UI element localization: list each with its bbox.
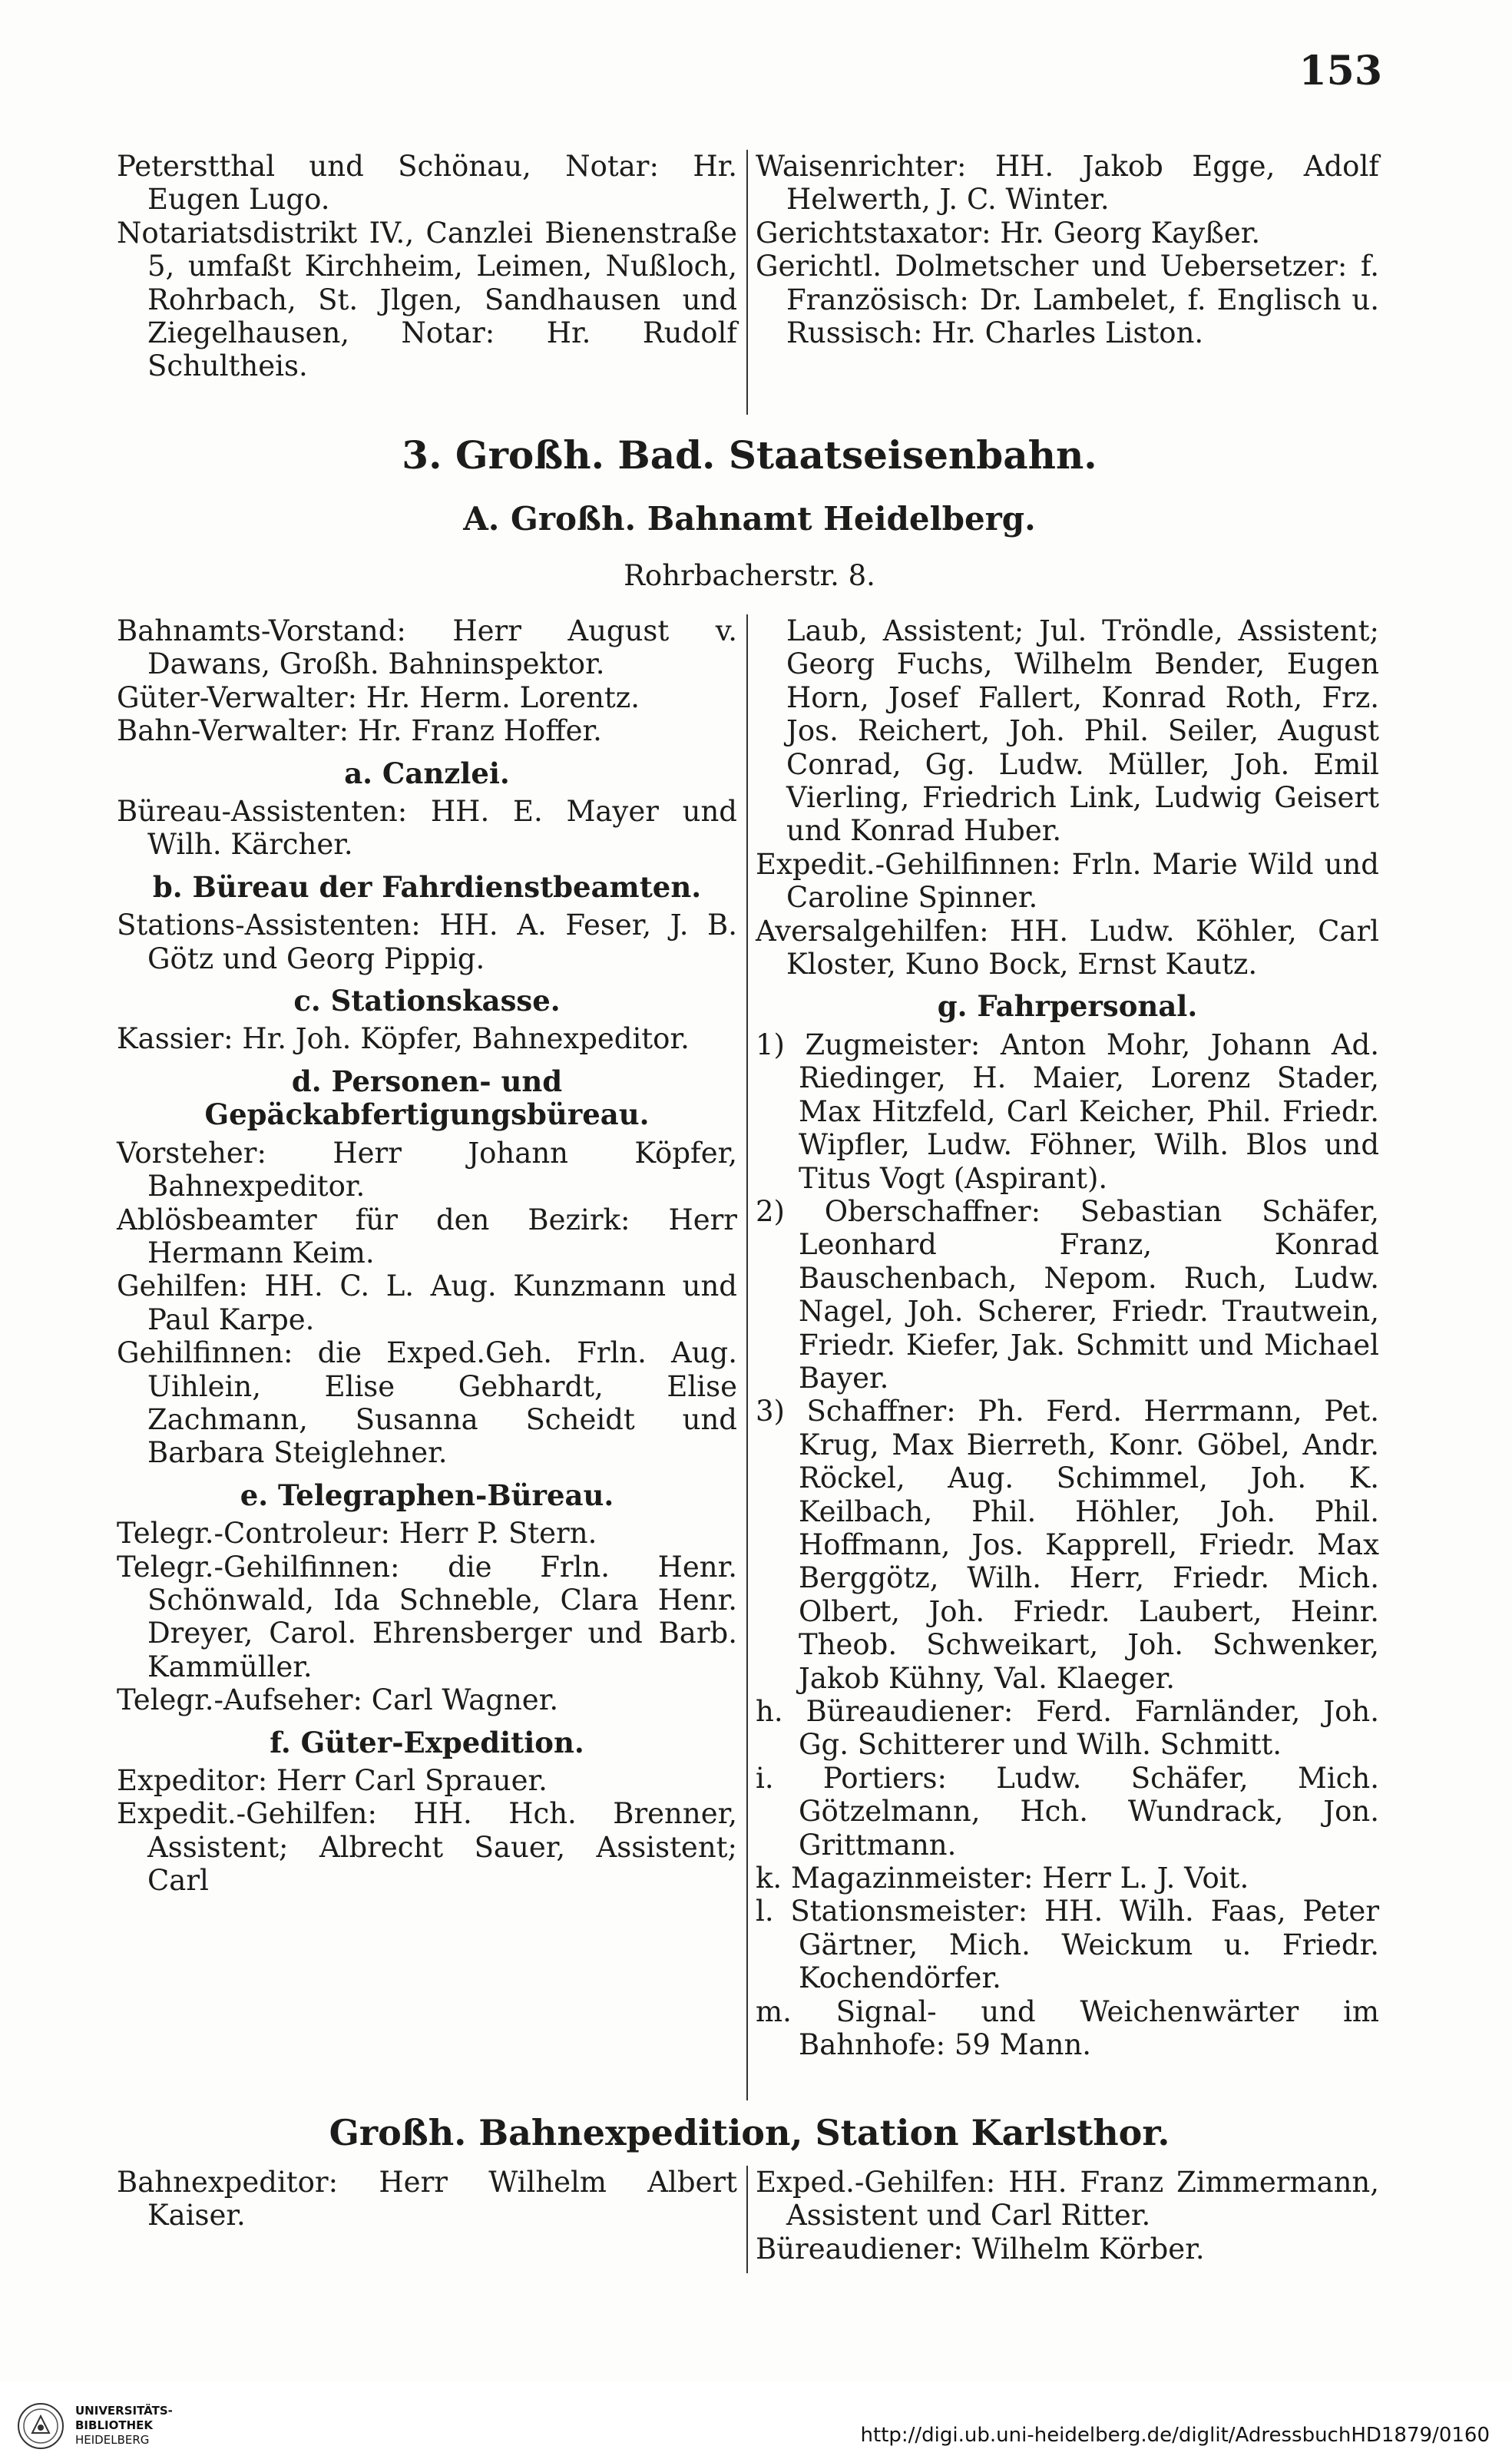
entry-bahnexpeditor: Bahnexpeditor: Herr Wilhelm Albert Kaiser. — [117, 2166, 737, 2233]
entry-abloesbeamter: Ablösbeamter für den Bezirk: Herr Hermann Keim. — [117, 1203, 737, 1269]
page-number: 153 — [1299, 48, 1382, 94]
entry-gehilfinnen: Gehilfinnen: die Exped.Geh. Frln. Aug. Uihlein, Elise Gebhardt, Elise Zachmann, Susanna Scheidt und Barbara Steiglehner. — [117, 1336, 737, 1470]
section-subtitle: A. Großh. Bahnamt Heidelberg. — [463, 500, 1036, 538]
karlstor-title: Großh. Bahnexpedition, Station Karlsthor. — [329, 2112, 1170, 2153]
entry-telegr-aufseher: Telegr.-Aufseher: Carl Wagner. — [117, 1683, 559, 1717]
entry-stations-assistenten: Stations-Assistenten: HH. A. Feser, J. B. Götz und Georg Pippig. — [117, 909, 737, 975]
entry-exped-gehilfen: Exped.-Gehilfen: HH. Franz Zimmermann, Assistent und Carl Ritter. — [756, 2166, 1379, 2233]
library-name-line-3: HEIDELBERG — [75, 2433, 150, 2447]
heading-telegraphen: e. Telegraphen-Büreau. — [240, 1478, 614, 1512]
library-name — [75, 2404, 173, 2448]
entry-expeditor: Expeditor: Herr Carl Sprauer. — [117, 1764, 548, 1797]
library-seal-icon — [17, 2402, 65, 2450]
entry-waisenrichter: Waisenrichter: HH. Jakob Egge, Adolf Helwerth, J. C. Winter. — [756, 150, 1379, 217]
section-address: Rohrbacherstr. 8. — [624, 559, 875, 592]
entry-gehilfen: Gehilfen: HH. C. L. Aug. Kunzmann und Paul Karpe. — [117, 1269, 737, 1336]
heading-fahrpersonal: g. Fahrpersonal. — [937, 989, 1198, 1024]
heading-personen-gepaeck: d. Personen- und Gepäckabfertigungsbüreau. — [204, 1064, 650, 1132]
left-column — [117, 614, 737, 1898]
entry-signalwaerter: m. Signal- und Weichenwärter im Bahnhofe: 59 Mann. — [756, 1994, 1379, 2062]
entry-gehilfen-continued: Laub, Assistent; Jul. Tröndle, Assistent; Georg Fuchs, Wilhelm Bender, Eugen Horn, Josef Fallert, Konrad Roth, Frz. Jos. Reichert, Joh. Phil. Seiler, August Conrad, Gg. Ludw. Müller, Joh. Emil Vierling, Friedrich Link, Ludwig Geisert und Konrad Huber. — [786, 614, 1379, 848]
entry-bueraudiener-karlstor: Büreaudiener: Wilhelm Körber. — [756, 2232, 1205, 2266]
entry-bueraudiener: h. Büreaudiener: Ferd. Farnländer, Joh. Gg. Schitterer und Wilh. Schmitt. — [756, 1695, 1379, 1762]
entry-expedit-gehilfinnen: Expedit.-Gehilfinnen: Frln. Marie Wild und Caroline Spinner. — [756, 847, 1379, 915]
entry-kassier: Kassier: Hr. Joh. Köpfer, Bahnexpeditor. — [117, 1022, 690, 1056]
entry-bahnamts-vorstand: Bahnamts-Vorstand: Herr August v. Dawans, Großh. Bahninspektor. — [117, 614, 737, 681]
entry-gueter-verwalter: Güter-Verwalter: Hr. Herm. Lorentz. — [117, 680, 640, 714]
entry-zugmeister: 1) Zugmeister: Anton Mohr, Johann Ad. Riedinger, H. Maier, Lorenz Stader, Max Hitzfeld, Carl Keicher, Phil. Friedr. Wipfler, Ludw. Föhner, Wilh. Blos und Titus Vogt (Aspirant). — [756, 1028, 1379, 1195]
entry-magazinmeister: k. Magazinmeister: Herr L. J. Voit. — [756, 1862, 1249, 1895]
entry-dolmetscher: Gerichtl. Dolmetscher und Uebersetzer: f. Französisch: Dr. Lambelet, f. Englisch u. Russisch: Hr. Charles Liston. — [756, 250, 1379, 350]
entry-notariatsdistrikt-iv: Notariatsdistrikt IV., Canzlei Bienenstraße 5, umfaßt Kirchheim, Leimen, Nußloch, Rohrbach, St. Jlgen, Sandhausen und Ziegelhausen, Notar: Hr. Rudolf Schultheis. — [117, 216, 737, 383]
column-divider-top — [746, 150, 748, 415]
entry-schaffner: 3) Schaffner: Ph. Ferd. Herrmann, Pet. Krug, Max Bierreth, Konr. Göbel, Andr. Röckel, Aug. Schimmel, Joh. K. Keilbach, Phil. Höhler, Joh. Phil. Hoffmann, Jos. Kapprell, Friedr. Max Berggötz, Wilh. Herr, Friedr. Mich. Olbert, Joh. Friedr. Laubert, Heinr. Theob. Schweikart, Joh. Schwenker, Jakob Kühny, Val. Klaeger. — [756, 1395, 1379, 1695]
entry-notar-peterstal: Peterstthal und Schönau, Notar: Hr. Eugen Lugo. — [117, 150, 737, 217]
heading-gueter-expedition: f. Güter-Expedition. — [270, 1725, 584, 1759]
entry-vorsteher: Vorsteher: Herr Johann Köpfer, Bahnexpeditor. — [117, 1136, 737, 1203]
entry-oberschaffner: 2) Oberschaffner: Sebastian Schäfer, Leonhard Franz, Konrad Bauschenbach, Nepom. Ruch, Ludw. Nagel, Joh. Scherer, Friedr. Trautwein, Friedr. Kiefer, Jak. Schmitt und Michael Bayer. — [756, 1194, 1379, 1395]
heading-canzlei: a. Canzlei. — [344, 756, 510, 790]
heading-fahrdienst: b. Büreau der Fahrdienstbeamten. — [152, 869, 702, 904]
entry-gerichtstaxator: Gerichtstaxator: Hr. Georg Kayßer. — [756, 216, 1261, 250]
entry-bueau-assistenten: Büreau-Assistenten: HH. E. Mayer und Wilh. Kärcher. — [117, 795, 737, 862]
library-name-line-2: BIBLIOTHEK — [75, 2418, 153, 2432]
karlstor-left — [117, 2166, 737, 2233]
entry-bahn-verwalter: Bahn-Verwalter: Hr. Franz Hoffer. — [117, 714, 602, 748]
heading-stationskasse: c. Stationskasse. — [293, 984, 561, 1018]
karlstor-right — [756, 2166, 1379, 2266]
column-divider-main — [746, 614, 748, 2100]
top-right-column — [756, 150, 1379, 349]
entry-aversalgehilfen: Aversalgehilfen: HH. Ludw. Köhler, Carl Kloster, Kuno Bock, Ernst Kautz. — [756, 914, 1379, 981]
top-left-column — [117, 150, 737, 383]
section-title: 3. Großh. Bad. Staatseisenbahn. — [402, 432, 1097, 478]
library-name-line-1: UNIVERSITÄTS- — [75, 2404, 173, 2418]
entry-telegr-controleur: Telegr.-Controleur: Herr P. Stern. — [117, 1517, 597, 1551]
entry-portiers: i. Portiers: Ludw. Schäfer, Mich. Götzelmann, Hch. Wundrack, Jon. Grittmann. — [756, 1761, 1379, 1862]
entry-stationsmeister: l. Stationsmeister: HH. Wilh. Faas, Peter Gärtner, Mich. Weickum u. Friedr. Kochendörfer. — [756, 1895, 1379, 1995]
entry-telegr-gehilfinnen: Telegr.-Gehilfinnen: die Frln. Henr. Schönwald, Ida Schneble, Clara Henr. Dreyer, Carol. Ehrensberger und Barb. Kammüller. — [117, 1550, 737, 1683]
source-url-link[interactable]: http://digi.ub.uni-heidelberg.de/diglit/AdressbuchHD1879/0160 — [860, 2424, 1490, 2447]
entry-expedit-gehilfen: Expedit.-Gehilfen: HH. Hch. Brenner, Assistent; Albrecht Sauer, Assistent; Carl — [117, 1797, 737, 1898]
column-divider-karlstor — [746, 2166, 748, 2273]
right-column — [756, 614, 1379, 2061]
footer-bar — [0, 2381, 1512, 2456]
